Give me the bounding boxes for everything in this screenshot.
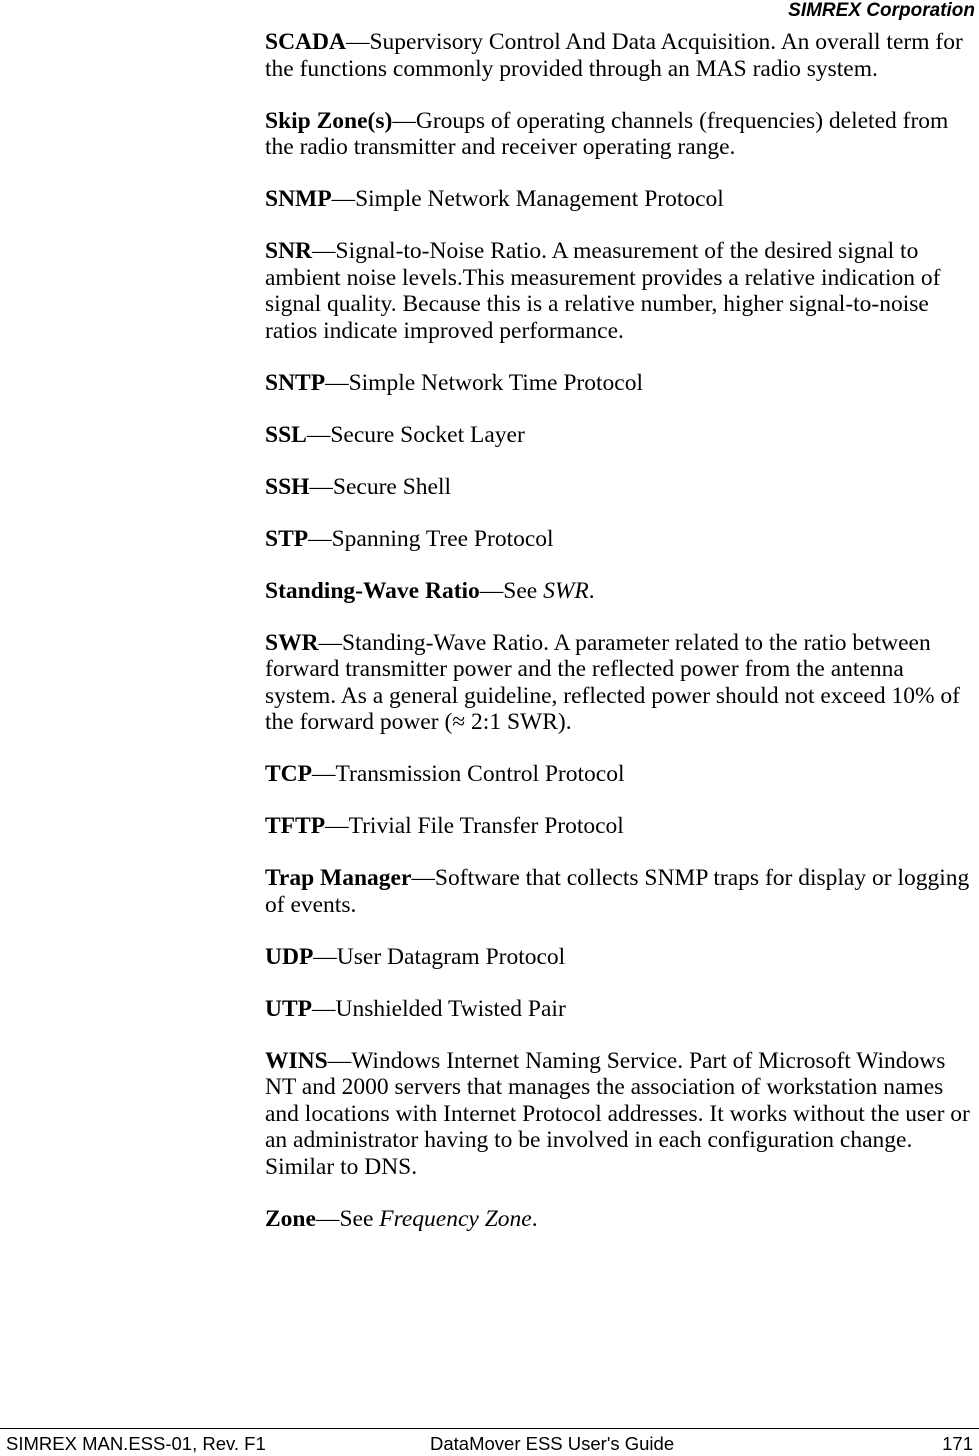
glossary-separator: — xyxy=(479,577,504,604)
glossary-term: SNTP xyxy=(265,369,326,396)
glossary-entry xyxy=(265,186,977,213)
glossary-term: Zone xyxy=(265,1205,316,1232)
footer-doc-id: SIMREX MAN.ESS-01, Rev. F1 xyxy=(6,1433,266,1454)
glossary-entry xyxy=(265,996,977,1023)
glossary-term: SWR xyxy=(265,629,319,656)
glossary-entry xyxy=(265,761,977,788)
footer-title: DataMover ESS User's Guide xyxy=(430,1433,675,1454)
glossary-entry xyxy=(265,422,977,449)
glossary-definition: Supervisory Control And Data Acquisition. An overall term for the functions commonly provided through an MAS radio system. xyxy=(265,29,963,82)
glossary-separator: — xyxy=(308,525,332,552)
glossary-entry xyxy=(265,865,977,918)
glossary-separator: — xyxy=(313,943,337,970)
glossary-term: STP xyxy=(265,525,309,552)
glossary-term: SNMP xyxy=(265,186,332,212)
glossary-entry xyxy=(265,238,977,344)
glossary-separator: — xyxy=(312,995,336,1022)
glossary-definition: Software that collects SNMP traps for display or logging of events. xyxy=(265,865,970,918)
glossary-term: SSL xyxy=(265,421,307,448)
glossary-definition: See xyxy=(339,1205,380,1232)
glossary-separator: — xyxy=(331,186,356,212)
glossary-separator: — xyxy=(327,1047,352,1074)
glossary-separator: — xyxy=(309,473,333,500)
glossary-entry xyxy=(265,578,977,605)
glossary-definition: Windows Internet Naming Service. Part of Microsoft Windows NT and 2000 servers that manages the association of workstation names and locations with Internet Protocol addresses. It works without the user or an administrator having to be involved in each configuration change. Similar to DNS. xyxy=(265,1047,970,1180)
glossary-entry xyxy=(265,29,977,82)
glossary-definition: Secure Socket Layer xyxy=(330,421,525,448)
glossary-entry xyxy=(265,813,977,840)
glossary-punctuation: . xyxy=(588,577,595,604)
glossary-separator: — xyxy=(411,865,435,891)
glossary-entry xyxy=(265,944,977,971)
glossary-separator: — xyxy=(312,238,336,264)
glossary-term: UDP xyxy=(265,943,314,970)
glossary-list xyxy=(265,29,977,1258)
running-header-company: SIMREX Corporation xyxy=(788,0,975,21)
glossary-term: UTP xyxy=(265,995,312,1022)
glossary-entry xyxy=(265,1048,977,1181)
glossary-entry xyxy=(265,630,977,736)
glossary-punctuation: . xyxy=(531,1205,538,1232)
glossary-definition: Simple Network Time Protocol xyxy=(348,369,643,396)
glossary-definition: See xyxy=(503,577,544,604)
glossary-term: SNR xyxy=(265,238,313,264)
glossary-entry xyxy=(265,526,977,553)
glossary-separator: — xyxy=(345,29,370,55)
glossary-entry xyxy=(265,108,977,161)
glossary-entry xyxy=(265,370,977,397)
glossary-definition: Unshielded Twisted Pair xyxy=(335,995,566,1022)
glossary-term: Standing-Wave Ratio xyxy=(265,577,480,604)
glossary-entry xyxy=(265,474,977,501)
glossary-separator: — xyxy=(306,421,331,448)
glossary-term: WINS xyxy=(265,1047,328,1074)
glossary-definition: User Datagram Protocol xyxy=(336,943,566,970)
glossary-definition: Signal-to-Noise Ratio. A measurement of the desired signal to ambient noise levels.This measurement provides a relative indication of signal quality. Because this is a relative number, higher signal-to-noise ratios indicate improved performance. xyxy=(265,238,941,344)
glossary-term: Trap Manager xyxy=(265,865,412,891)
glossary-definition: Secure Shell xyxy=(332,473,452,500)
glossary-definition: Simple Network Management Protocol xyxy=(355,186,724,212)
glossary-cross-reference: SWR xyxy=(543,577,589,604)
glossary-entry xyxy=(265,1206,977,1233)
glossary-definition: Spanning Tree Protocol xyxy=(331,525,554,552)
glossary-separator: — xyxy=(318,629,343,656)
glossary-definition: Trivial File Transfer Protocol xyxy=(348,813,624,839)
glossary-cross-reference: Frequency Zone xyxy=(379,1205,532,1232)
glossary-separator: — xyxy=(315,1205,340,1232)
glossary-definition: Groups of operating channels (frequencies) deleted from the radio transmitter and receiver operating range. xyxy=(265,107,949,160)
glossary-term: Skip Zone(s) xyxy=(265,107,393,134)
glossary-term: TCP xyxy=(265,761,312,787)
glossary-separator: — xyxy=(325,369,349,396)
glossary-term: SSH xyxy=(265,473,310,500)
glossary-definition: Standing-Wave Ratio. A parameter related to the ratio between forward transmitter power and the reflected power from the antenna system. As a general guideline, reflected power should not exceed 10% of the forward power (≈ 2:1 SWR). xyxy=(265,629,960,735)
glossary-separator: — xyxy=(312,761,336,787)
footer-rule xyxy=(0,1428,979,1429)
glossary-definition: Transmission Control Protocol xyxy=(335,761,625,787)
glossary-separator: — xyxy=(392,107,416,134)
page-number: 171 xyxy=(942,1433,973,1454)
glossary-term: TFTP xyxy=(265,813,326,839)
glossary-separator: — xyxy=(325,813,349,839)
glossary-term: SCADA xyxy=(265,29,346,55)
